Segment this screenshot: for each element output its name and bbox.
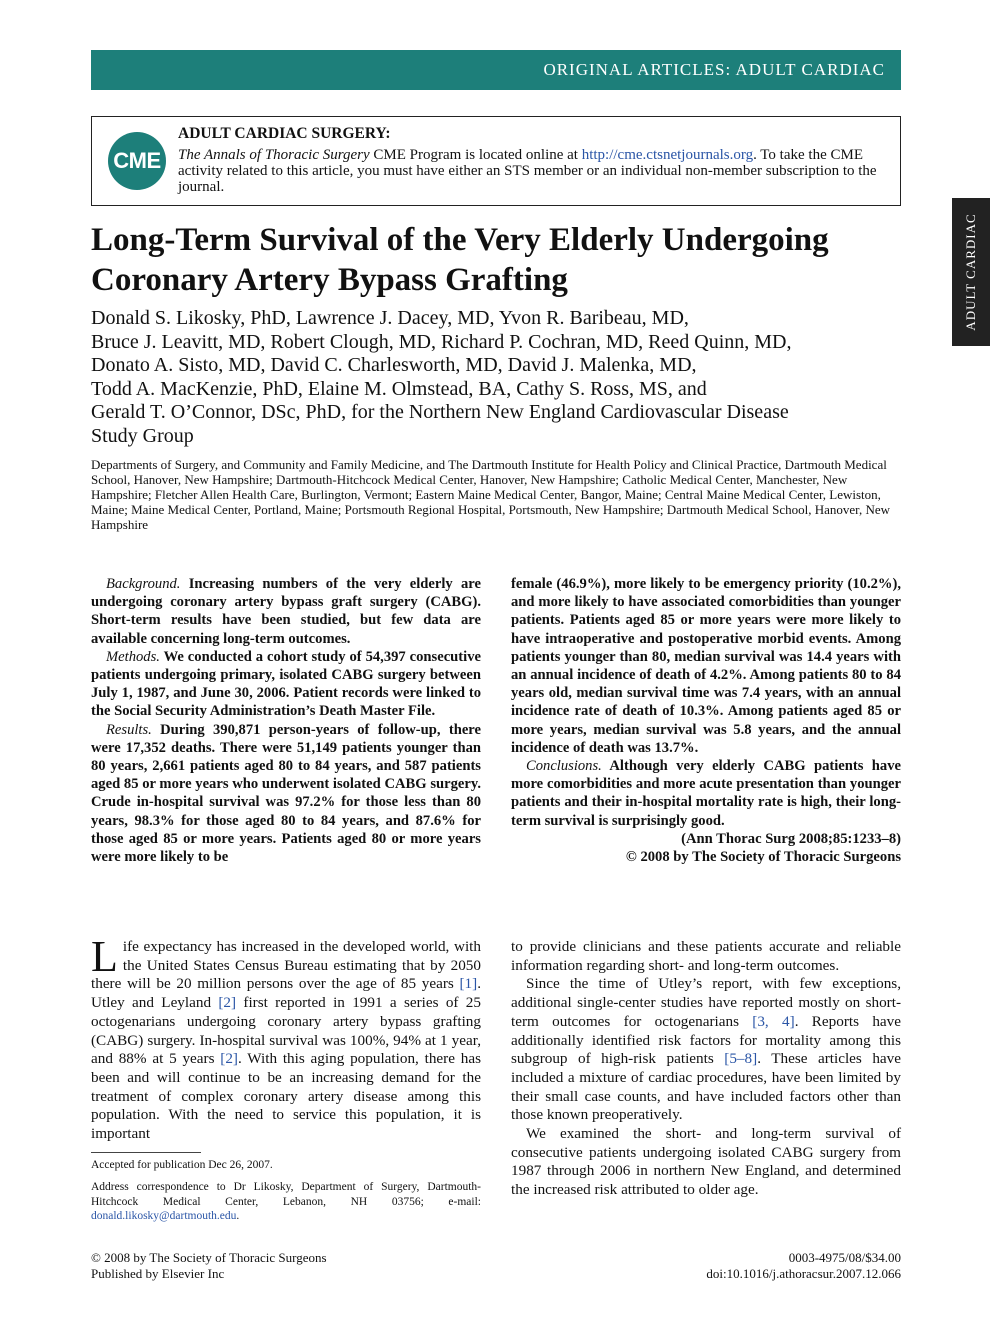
side-section-tab (952, 198, 990, 346)
author-line: Bruce J. Leavitt, MD, Robert Clough, MD, Richard P. Cochran, MD, Reed Quinn, MD, (91, 330, 792, 353)
body-paragraph-3: We examined the short- and long-term survival of consecutive patients undergoing isolated CABG surgery from 1987 through 2006 in northern New England, and determined the increased risk attributed to older age. (511, 1125, 901, 1199)
abstract-results-continued: female (46.9%), more likely to be emergency priority (10.2%), and more likely to have associated comorbidities than younger patients. Patients aged 85 or more years were more likely to have intraoperative and postoperative morbid events. Among patients younger than 80, median survival was 14.4 years with an annual incidence of death of 4.2%. Among patients 80 to 84 years old, median survival time was 7.4 years, with an annual incidence rate of death of 10.3%. Among patients aged 85 or more years, median survival was 5.8 years, and the annual incidence of death was 13.7%. (511, 576, 901, 756)
cme-text-b: . To take the CME activity related to this article, you must have either an STS member or an individual non-member subscription to the journal. (178, 147, 877, 195)
author-line: Study Group (91, 424, 194, 447)
methods-label: Methods. (106, 648, 160, 665)
cme-journal-name: The Annals of Thoracic Surgery (178, 147, 370, 163)
footer-right (600, 1250, 901, 1282)
cme-notice-box (91, 116, 901, 206)
cme-title: ADULT CARDIAC SURGERY: (178, 125, 391, 142)
body-paragraph-2 (511, 975, 901, 1125)
footer-issn: 0003-4975/08/$34.00 (788, 1250, 901, 1265)
section-header-bar (91, 50, 901, 90)
p1-text-c: first reported in 1991 a series of 25 octogenarians undergoing coronary artery bypass grafting (CABG) surgery. In-hospital survival was 100%, 94% at 1 year, and 88% at 5 years (91, 994, 481, 1068)
body-paragraph-1 (91, 932, 481, 1144)
conclusions-text: Although very elderly CABG patients have more comorbidities and more acute presentation than younger patients and their in-hospital mortality rate is high, their long-term survival is surprisingly good. (511, 758, 901, 829)
p2-text-c: . These articles have included a mixture of cardiac procedures, have been limited by their small case counts, and have included factors other than those known preoperatively. (511, 1050, 901, 1124)
abstract-results (91, 721, 481, 867)
email-link[interactable]: donald.likosky@dartmouth.edu (91, 1210, 237, 1222)
side-tab-label: ADULT CARDIAC (963, 213, 978, 331)
p1-text-d: . With this aging population, there has been and will continue to be an increasing demand for the treatment of complex coronary artery disease among this population. With the need to service this population, it is important (91, 1050, 481, 1143)
body-right-column (511, 938, 901, 1200)
abstract-copyright: © 2008 by The Society of Thoracic Surgeons (625, 849, 901, 866)
p2-text-a: Since the time of Utley’s report, with few exceptions, additional single-center studies have reported mostly on short-term outcomes for octogenarians (511, 975, 901, 1030)
background-text: Increasing numbers of the very elderly are undergoing coronary artery bypass graft surgery (CABG). Short-term results have been studied, but few data are available concerning long-term outcomes. (91, 576, 481, 647)
correspondence-text: Address correspondence to Dr Likosky, Department of Surgery, Dartmouth-Hitchcock Medical Center, Lebanon, NH 03756; e-mail: (91, 1181, 481, 1208)
author-list (91, 307, 901, 448)
results-text-a: During 390,871 person-years of follow-up, there were 17,352 deaths. There were 51,149 patients younger than 80 years, 2,661 patients aged 80 to 84 years, and 587 patients aged 85 or more years who underwent isolated CABG surgery. Crude in-hospital survival was 97.2% for those less than 80 years, 98.3% for those aged 80 to 84 years, and 87.6% for those aged 85 or more years. Patients aged 80 or more years were more likely to be (91, 721, 481, 866)
abstract-left-column (91, 575, 481, 866)
footer-publisher: Published by Elsevier Inc (91, 1266, 225, 1281)
reference-link[interactable]: [2] (218, 994, 237, 1012)
footer-copyright: © 2008 by The Society of Thoracic Surgeons (91, 1250, 327, 1265)
footnote-rule (91, 1152, 201, 1153)
conclusions-label: Conclusions. (526, 758, 602, 775)
footer-doi: doi:10.1016/j.athoracsur.2007.12.066 (706, 1266, 901, 1281)
reference-link[interactable]: [2] (220, 1050, 238, 1068)
citation: (Ann Thorac Surg 2008;85:1233–8) (681, 830, 901, 847)
cme-text-a: CME Program is located online at (369, 147, 582, 163)
body-paragraph-1-continued: to provide clinicians and these patients accurate and reliable information regarding short- and long-term outcomes. (511, 938, 901, 974)
affiliations: Departments of Surgery, and Community and Family Medicine, and The Dartmouth Institute for Health Policy and Clinical Practice, Dartmouth Medical School, Hanover, New Hampshire; Dartmouth-Hitchcock Medical Center, Hanover, New Hampshire; Catholic Medical Center, Manchester, New Hampshire; Fletcher Allen Health Care, Burlington, Vermont; Eastern Maine Medical Center, Bangor, Maine; Central Maine Medical Center, Lewiston, Maine; Maine Medical Center, Portland, Maine; Portsmouth Regional Hospital, Portsmouth, New Hampshire; Dartmouth Medical School, Hanover, New Hampshire (91, 457, 891, 532)
p1-text-b: . Utley and Leyland (91, 975, 481, 1012)
author-line: Donato A. Sisto, MD, David C. Charlesworth, MD, David J. Malenka, MD, (91, 354, 697, 376)
p2-text-b: . Reports have additionally identified risk factors for mortality among this subgroup of high-risk patients (511, 1012, 901, 1068)
section-header-label: ORIGINAL ARTICLES: ADULT CARDIAC (543, 60, 885, 79)
abstract-conclusions (511, 757, 901, 830)
article-title: Long-Term Survival of the Very Elderly Undergoing Coronary Artery Bypass Grafting (91, 222, 829, 298)
abstract-background (91, 575, 481, 648)
p1-text-a: ife expectancy has increased in the developed world, with the United States Census Bureau estimating that by 2050 there will be 20 million persons over the age of 85 years (91, 938, 481, 993)
correspondence-end: . (236, 1210, 240, 1222)
author-line: Donald S. Likosky, PhD, Lawrence J. Dacey, MD, Yvon R. Baribeau, MD, (91, 307, 689, 329)
background-label: Background. (106, 576, 181, 592)
cme-url-link[interactable]: http://cme.ctsnetjournals.org (581, 147, 754, 163)
author-line: Gerald T. O’Connor, DSc, PhD, for the Northern New England Cardiovascular Disease (91, 401, 789, 423)
cme-text (178, 147, 883, 195)
correspondence-note (91, 1180, 481, 1224)
results-label: Results. (106, 721, 152, 738)
drop-cap: L (91, 932, 118, 981)
abstract-methods (91, 648, 481, 721)
reference-link[interactable]: [1] (459, 975, 478, 993)
cme-logo: CME (108, 132, 166, 190)
reference-link[interactable]: [3, 4] (752, 1012, 795, 1030)
footer-left (91, 1250, 327, 1282)
abstract-right-column (511, 575, 901, 866)
methods-text: We conducted a cohort study of 54,397 consecutive patients undergoing primary, isolated CABG surgery between July 1, 1987, and June 30, 2006. Patient records were linked to the Social Security Administration’s Death Master File. (91, 648, 481, 720)
accepted-note: Accepted for publication Dec 26, 2007. (91, 1159, 273, 1171)
author-line: Todd A. MacKenzie, PhD, Elaine M. Olmstead, BA, Cathy S. Ross, MS, and (91, 377, 707, 400)
reference-link[interactable]: [5–8] (724, 1050, 758, 1068)
body-left-column (91, 932, 481, 1144)
